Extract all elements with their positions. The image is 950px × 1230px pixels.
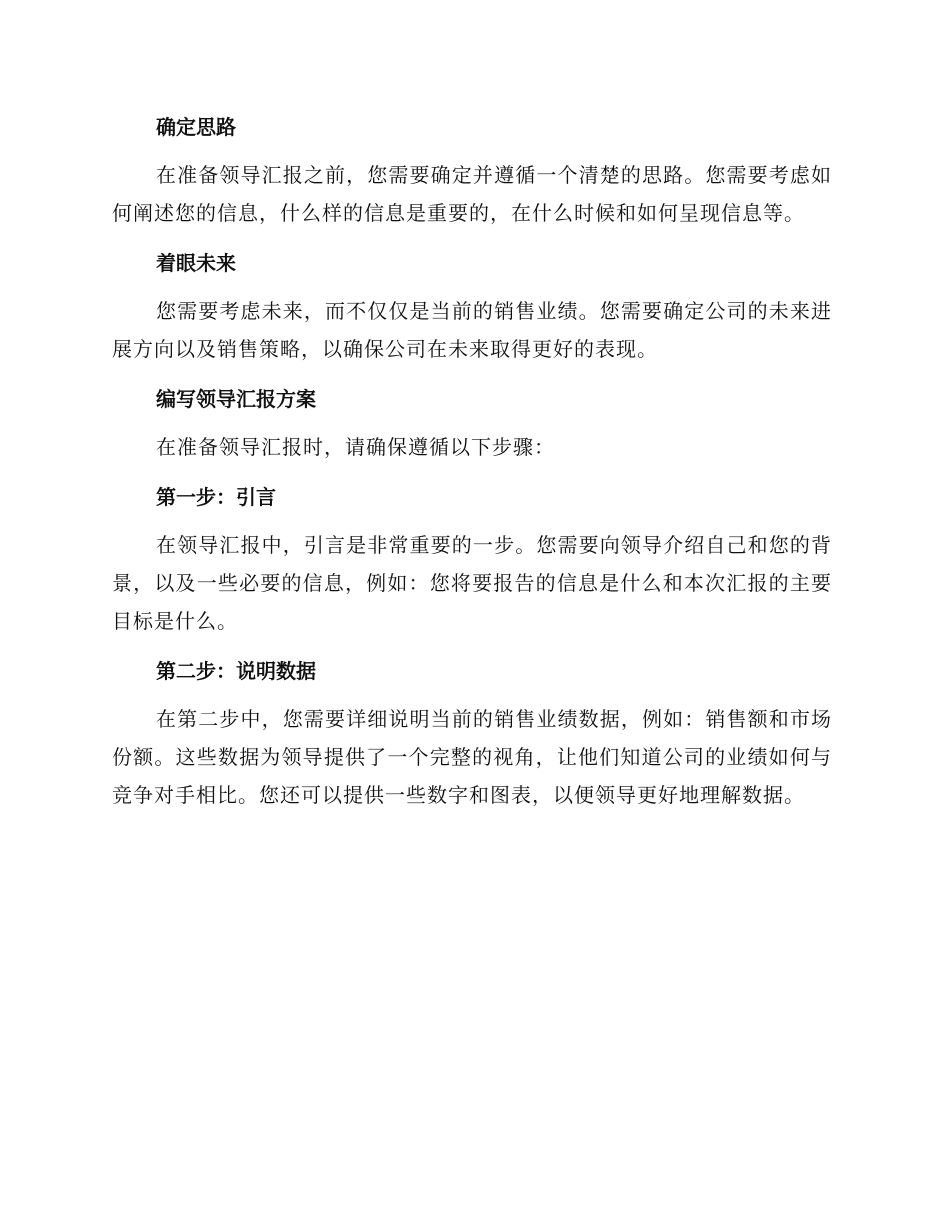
section-paragraph-focus-future: 您需要考虑未来，而不仅仅是当前的销售业绩。您需要确定公司的未来进展方向以及销售策略，以确保公司在未来取得更好的表现。 bbox=[112, 299, 832, 361]
document-body bbox=[112, 108, 832, 826]
section-paragraph-step-one: 在领导汇报中，引言是非常重要的一步。您需要向领导介绍自己和您的背景，以及一些必要的信息，例如：您将要报告的信息是什么和本次汇报的主要目标是什么。 bbox=[112, 533, 832, 633]
section-paragraph-write-plan: 在准备领导汇报时，请确保遵循以下步骤： bbox=[156, 435, 555, 459]
section-heading-step-two: 第二步：说明数据 bbox=[156, 659, 316, 683]
section-paragraph-step-two: 在第二步中，您需要详细说明当前的销售业绩数据，例如：销售额和市场份额。这些数据为领导提供了一个完整的视角，让他们知道公司的业绩如何与竞争对手相比。您还可以提供一些数字和图表，以便领导更好地理解数据。 bbox=[112, 707, 832, 807]
section-heading-write-plan: 编写领导汇报方案 bbox=[156, 387, 316, 411]
section-heading-step-one: 第一步：引言 bbox=[156, 485, 276, 509]
section-heading-confirm-approach: 确定思路 bbox=[156, 115, 236, 139]
section-paragraph-confirm-approach: 在准备领导汇报之前，您需要确定并遵循一个清楚的思路。您需要考虑如何阐述您的信息，什么样的信息是重要的，在什么时候和如何呈现信息等。 bbox=[112, 163, 832, 225]
section-heading-focus-future: 着眼未来 bbox=[156, 251, 236, 275]
